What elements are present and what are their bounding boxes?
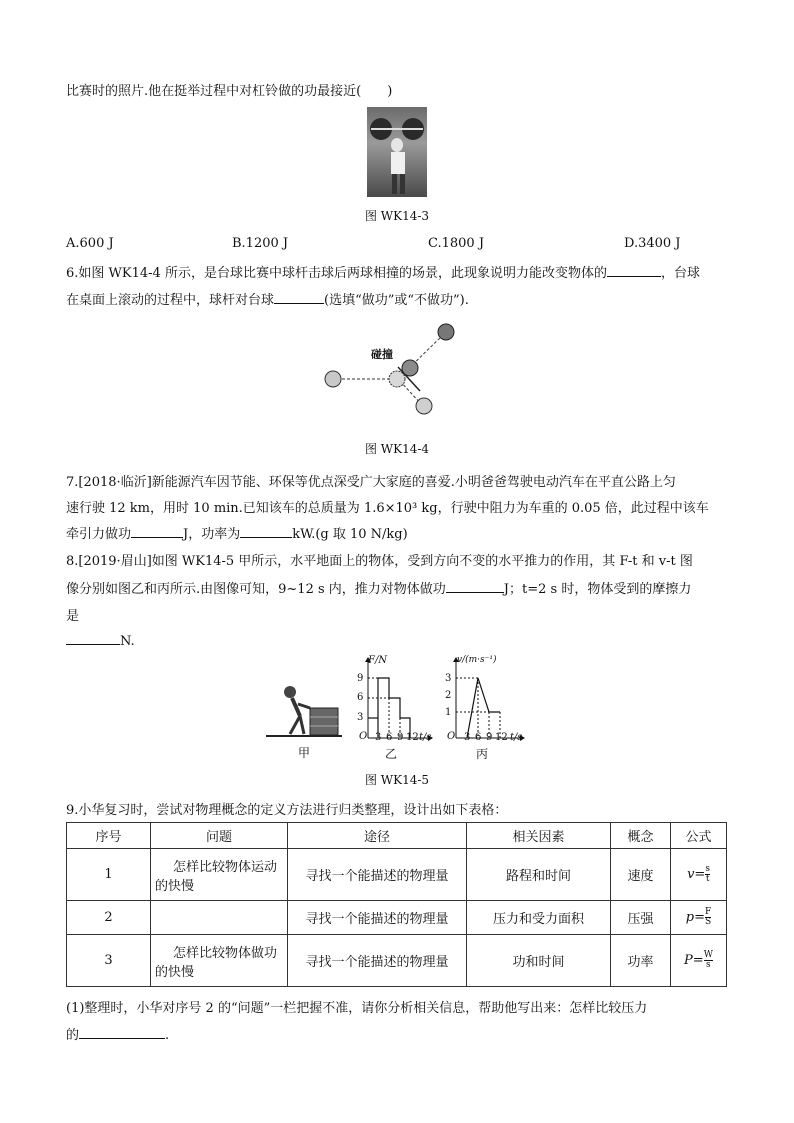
formula-denominator: S — [705, 917, 712, 927]
q7-blank-power[interactable] — [240, 525, 292, 538]
table-header: 问题 — [151, 823, 288, 849]
f-t-ylabel: F/N — [368, 655, 388, 666]
q8-line1: 8.[2019·眉山]如图 WK14-5 甲所示，水平地面上的物体，受到方向不变的水平推力的作用，其 F-t 和 v-t 图 — [66, 554, 693, 569]
q7-blank-work[interactable] — [131, 525, 183, 538]
formula-denominator: t — [705, 874, 710, 884]
row-question — [151, 849, 288, 901]
row-number: 1 — [67, 849, 151, 901]
table-row — [67, 849, 727, 901]
q9-stem: 9.小华复习时，尝试对物理概念的定义方法进行归类整理，设计出如下表格： — [66, 803, 508, 818]
q6-line1 — [66, 262, 700, 281]
f-t-xtick-9: 9 — [397, 732, 404, 743]
q7-line2: 速行驶 12 km，用时 10 min.已知该车的总质量为 1.6×10³ kg，行驶中阻力为车重的 0.05 倍，此过程中该车 — [66, 501, 709, 516]
figure-caption-wk14-4: 图 WK14-4 — [364, 442, 430, 456]
collision-label: 碰撞 — [371, 348, 393, 361]
row-formula — [671, 849, 727, 901]
v-t-xlabel: t/s — [510, 732, 523, 743]
row-path: 寻找一个能描述的物理量 — [288, 901, 467, 935]
row-factor: 路程和时间 — [467, 849, 611, 901]
f-t-xtick-12: 12 — [406, 732, 419, 743]
q6-text-2a: 在桌面上滚动的过程中，球杆对台球 — [66, 293, 275, 308]
formula-fraction — [704, 951, 713, 970]
v-t-ylabel: v/(m·s⁻¹) — [457, 655, 497, 665]
q7-line3 — [66, 523, 408, 542]
q5-option-a: A.600 J — [66, 236, 114, 251]
v-t-ytick-2: 2 — [445, 690, 452, 701]
table-header: 公式 — [671, 823, 727, 849]
v-t-xtick-12: 12 — [495, 732, 508, 743]
q9-sub1-blank[interactable] — [79, 1026, 165, 1039]
formula-denominator: s — [706, 960, 711, 970]
q5-option-c: C.1800 J — [428, 236, 485, 251]
table-header-row — [67, 823, 727, 849]
row-question-line1: 怎样比较物体做功 — [173, 945, 278, 961]
row-number: 2 — [67, 901, 151, 935]
formula-lhs: P= — [684, 953, 704, 968]
v-t-ytick-1: 1 — [445, 707, 452, 718]
figure-caption-wk14-5: 图 WK14-5 — [364, 773, 430, 787]
formula-numerator: F — [704, 907, 712, 917]
row-question-empty[interactable] — [151, 901, 288, 935]
q9-sub1-line2 — [66, 1024, 169, 1043]
row-path: 寻找一个能描述的物理量 — [288, 935, 467, 987]
q7-line1: 7.[2018·临沂]新能源汽车因节能、环保等优点深受广大家庭的喜爱.小明爸爸驾驶电动汽车在平直公路上匀 — [66, 475, 676, 490]
q7-text-3c: kW.(g 取 10 N/kg) — [292, 527, 408, 542]
f-t-xlabel: t/s — [419, 732, 432, 743]
q7-text-3b: J，功率为 — [183, 527, 241, 542]
q6-text-1: 6.如图 WK14-4 所示，是台球比赛中球杆击球后两球相撞的场景，此现象说明力能改变物体的 — [66, 266, 607, 281]
f-t-ytick-3: 3 — [357, 712, 364, 723]
f-t-origin: O — [359, 731, 368, 742]
row-concept: 功率 — [611, 935, 671, 987]
formula-fraction — [705, 908, 711, 927]
row-factor: 功和时间 — [467, 935, 611, 987]
q6-text-1-end: ，台球 — [660, 266, 700, 281]
table-header: 相关因素 — [467, 823, 611, 849]
f-t-xtick-3: 3 — [375, 732, 382, 743]
table-header: 概念 — [611, 823, 671, 849]
row-formula — [671, 901, 727, 935]
row-question-line2: 的快慢 — [155, 878, 195, 894]
q5-option-b: B.1200 J — [232, 236, 289, 251]
formula-numerator: s — [705, 864, 710, 874]
q8-blank-friction[interactable] — [66, 632, 120, 645]
q8-line3: 是 — [66, 609, 80, 624]
table-row — [67, 901, 727, 935]
formula-fraction — [705, 865, 710, 884]
formula-numerator: W — [703, 950, 713, 960]
v-t-xtick-6: 6 — [475, 732, 482, 743]
formula-lhs: p= — [685, 910, 705, 925]
q6-blank-1[interactable] — [607, 264, 661, 277]
q9-sub1-line1: (1)整理时，小华对序号 2 的“问题”一栏把握不准，请你分析相关信息，帮助他写出来：怎样比较压力 — [66, 1001, 648, 1016]
q9-sub1-text-a: 的 — [66, 1028, 80, 1043]
table-header: 序号 — [67, 823, 151, 849]
row-question-line1: 怎样比较物体运动 — [173, 859, 278, 875]
weightlifter-photo — [367, 107, 427, 197]
f-t-xtick-6: 6 — [386, 732, 393, 743]
q8-blank-work[interactable] — [446, 580, 504, 593]
q8-text-4: N. — [120, 634, 135, 649]
row-concept: 速度 — [611, 849, 671, 901]
q8-line2 — [66, 578, 691, 597]
row-factor: 压力和受力面积 — [467, 901, 611, 935]
row-formula — [671, 935, 727, 987]
v-t-origin: O — [447, 731, 456, 742]
table-row — [67, 935, 727, 987]
f-t-ytick-6: 6 — [357, 692, 364, 703]
q5-stem: 比赛时的照片.他在挺举过程中对杠铃做的功最接近( ) — [66, 84, 393, 99]
q5-option-d: D.3400 J — [624, 236, 681, 251]
v-t-xtick-3: 3 — [464, 732, 471, 743]
concept-table — [66, 822, 727, 987]
row-path: 寻找一个能描述的物理量 — [288, 849, 467, 901]
person-pushing-box-figure — [264, 680, 344, 738]
row-question — [151, 935, 288, 987]
q9-sub1-text-b: . — [165, 1028, 170, 1043]
row-concept: 压强 — [611, 901, 671, 935]
fig-label-yi: 乙 — [385, 747, 398, 761]
billiard-collision-diagram — [320, 315, 470, 435]
row-question-line2: 的快慢 — [155, 964, 195, 980]
figure-caption-wk14-3: 图 WK14-3 — [364, 209, 430, 223]
q8-text-2a: 像分别如图乙和丙所示.由图像可知，9~12 s 内，推力对物体做功 — [66, 582, 446, 597]
q7-text-3a: 牵引力做功 — [66, 527, 132, 542]
fig-label-jia: 甲 — [298, 746, 311, 760]
q8-text-2b: J；t=2 s 时，物体受到的摩擦力 — [503, 582, 692, 597]
q6-line2 — [66, 289, 469, 308]
q6-blank-2[interactable] — [274, 291, 324, 304]
q6-text-2b: (选填“做功”或“不做功”). — [324, 293, 469, 308]
q8-line4 — [66, 632, 135, 649]
v-t-xtick-9: 9 — [486, 732, 493, 743]
v-t-ytick-3: 3 — [445, 673, 452, 684]
row-number: 3 — [67, 935, 151, 987]
f-t-ytick-9: 9 — [357, 673, 364, 684]
table-header: 途径 — [288, 823, 467, 849]
fig-label-bing: 丙 — [476, 747, 489, 761]
formula-lhs: v= — [687, 867, 706, 882]
